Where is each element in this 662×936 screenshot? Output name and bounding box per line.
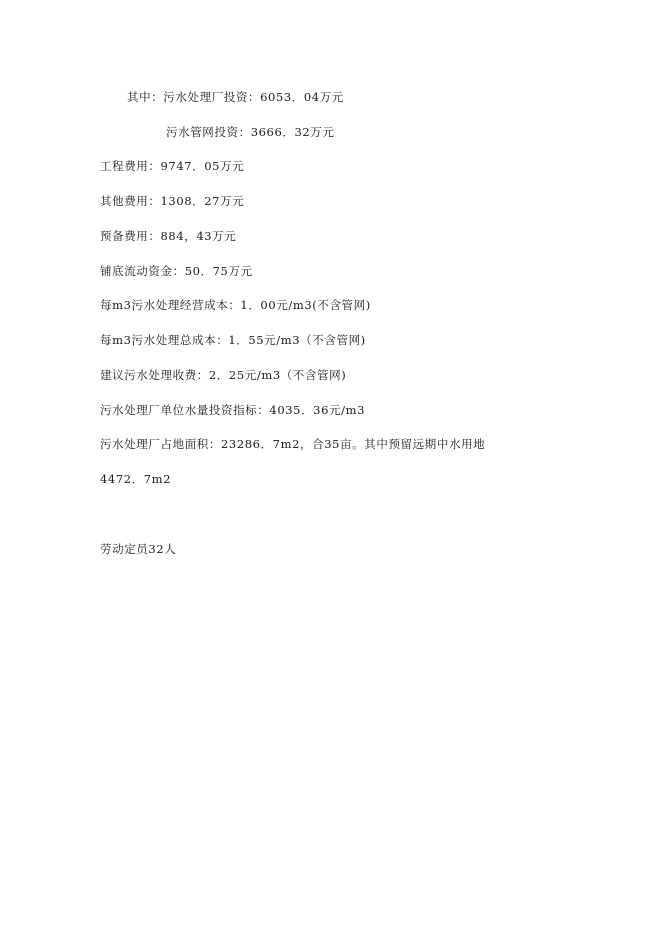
- line-unit-investment-index: 污水处理厂单位水量投资指标：4035．36元/m3: [100, 403, 365, 417]
- line-reserve-cost: 预备费用：884，43万元: [100, 229, 237, 243]
- line-total-cost: 每m3污水处理总成本：1．55元/m3（不含管网): [100, 333, 366, 347]
- line-working-capital: 铺底流动资金：50．75万元: [100, 264, 253, 278]
- line-other-cost: 其他费用：1308．27万元: [100, 194, 245, 208]
- line-operating-cost: 每m3污水处理经营成本：1．00元/m3(不含管网): [100, 298, 371, 312]
- line-suggested-fee: 建议污水处理收费：2．25元/m3（不含管网): [100, 368, 347, 382]
- line-land-area-continued: 4472．7m2: [100, 472, 172, 486]
- line-sewage-plant-investment: 其中：污水处理厂投资：6053．04万元: [127, 90, 344, 104]
- line-land-area: 污水处理厂占地面积：23286．7m2，合35亩。其中预留远期中水用地: [100, 437, 486, 451]
- line-staffing: 劳动定员32人: [100, 542, 177, 556]
- line-pipe-network-investment: 污水管网投资：3666．32万元: [166, 125, 335, 139]
- line-engineering-cost: 工程费用：9747．05万元: [100, 159, 245, 173]
